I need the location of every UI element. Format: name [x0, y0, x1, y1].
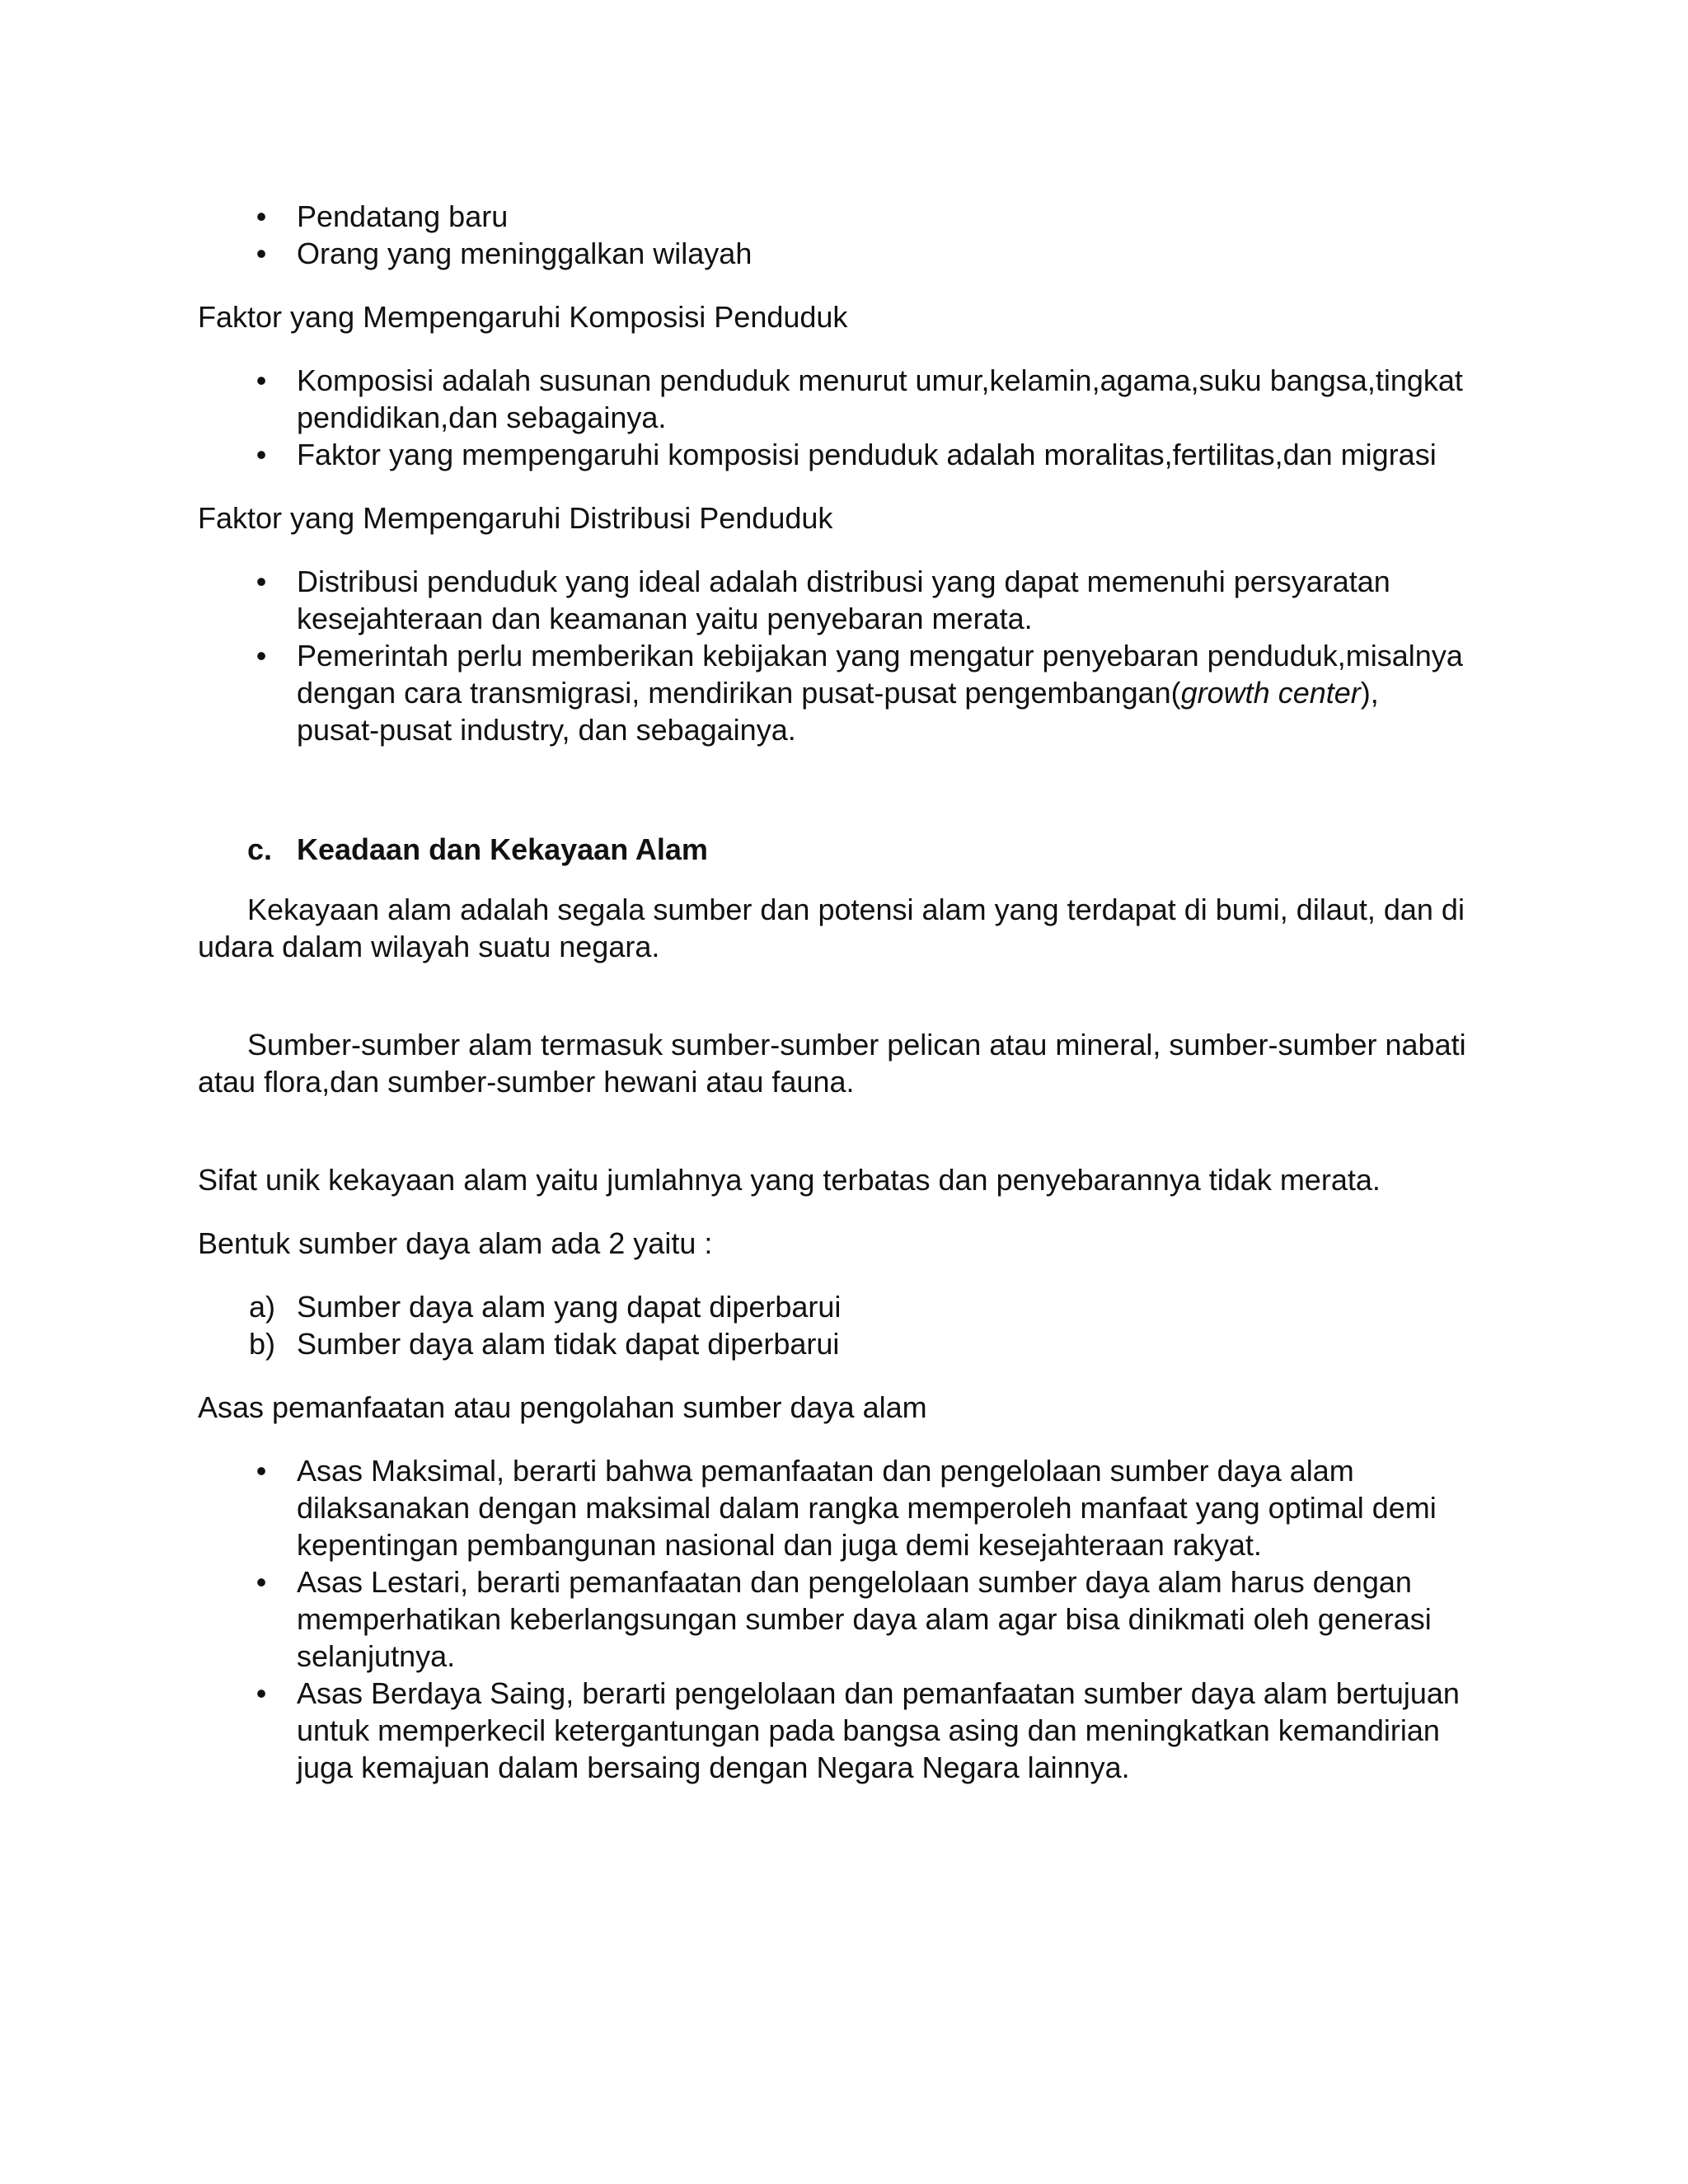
paragraph-unique-traits: Sifat unik kekayaan alam yaitu jumlahnya yang terbatas dan penyebarannya tidak merata. — [198, 1163, 1381, 1197]
list-item — [198, 198, 1467, 235]
bullet-icon: • — [256, 1454, 267, 1488]
list-item-text: Asas Berdaya Saing, berarti pengelolaan dan pemanfaatan sumber daya alam bertujuan untuk memperkecil ketergantungan pada bangsa asing dan meningkatkan kemandirian juga kemajuan dalam bersaing dengan Negara Negara lainnya. — [297, 1676, 1460, 1784]
list-marker: b) — [249, 1327, 276, 1361]
list-item-text: Asas Lestari, berarti pemanfaatan dan pengelolaan sumber daya alam harus dengan memperhatikan keberlangsungan sumber daya alam agar bisa dinikmati oleh generasi selanjutnya. — [297, 1565, 1432, 1673]
resource-forms-list — [198, 1288, 1467, 1362]
bullet-icon: • — [256, 639, 267, 673]
list-item — [198, 637, 1467, 748]
list-item — [198, 235, 1467, 272]
composition-heading: Faktor yang Mempengaruhi Komposisi Penduduk — [198, 300, 848, 334]
italic-term: growth center — [1180, 676, 1361, 710]
list-item — [198, 1452, 1467, 1563]
composition-bullet-list — [198, 362, 1467, 473]
distribution-heading: Faktor yang Mempengaruhi Distribusi Penduduk — [198, 501, 833, 535]
list-item-text-tail: ), pusat-pusat industry, dan sebagainya. — [297, 676, 1379, 747]
list-item — [198, 1288, 1467, 1325]
bullet-icon: • — [256, 1676, 267, 1710]
list-item-text: Sumber daya alam yang dapat diperbarui — [297, 1290, 842, 1324]
heading-text: Keadaan dan Kekayaan Alam — [297, 832, 708, 866]
list-item-text: Pemerintah perlu memberikan kebijakan yang mengatur penyebaran penduduk,misalnya dengan cara transmigrasi, mendirikan pusat-pusat pengembangan( — [297, 639, 1463, 710]
heading-marker: c. — [247, 832, 273, 866]
list-item — [198, 362, 1467, 436]
document-body — [198, 198, 1467, 1786]
list-item-text: Faktor yang mempengaruhi komposisi penduduk adalah moralitas,fertilitas,dan migrasi — [297, 438, 1437, 471]
natural-resources-heading — [198, 831, 1467, 868]
principles-bullet-list — [198, 1452, 1467, 1786]
bullet-icon: • — [256, 438, 267, 471]
list-item-text: Orang yang meninggalkan wilayah — [297, 237, 753, 270]
paragraph-resource-forms: Bentuk sumber daya alam ada 2 yaitu : — [198, 1226, 713, 1260]
bullet-icon: • — [256, 565, 267, 598]
list-item — [198, 1325, 1467, 1362]
bullet-icon: • — [256, 199, 267, 233]
list-marker: a) — [249, 1290, 276, 1324]
paragraph-natural-wealth: Kekayaan alam adalah segala sumber dan potensi alam yang terdapat di bumi, dilaut, dan di udara dalam wilayah suatu negara. — [198, 893, 1465, 963]
list-item — [198, 436, 1467, 473]
list-item-text: Komposisi adalah susunan penduduk menurut umur,kelamin,agama,suku bangsa,tingkat pendidikan,dan sebagainya. — [297, 363, 1463, 434]
list-item — [198, 1563, 1467, 1675]
list-item-text: Sumber daya alam tidak dapat diperbarui — [297, 1327, 840, 1361]
distribution-bullet-list — [198, 563, 1467, 748]
list-item — [198, 563, 1467, 637]
paragraph-resource-sources: Sumber-sumber alam termasuk sumber-sumber pelican atau mineral, sumber-sumber nabati atau flora,dan sumber-sumber hewani atau fauna. — [198, 1028, 1466, 1099]
list-item-text: Asas Maksimal, berarti bahwa pemanfaatan dan pengelolaan sumber daya alam dilaksanakan dengan maksimal dalam rangka memperoleh manfaat yang optimal demi kepentingan pembangunan nasional dan juga demi kesejahteraan rakyat. — [297, 1454, 1437, 1562]
migration-bullet-list — [198, 198, 1467, 272]
bullet-icon: • — [256, 237, 267, 270]
list-item-text: Distribusi penduduk yang ideal adalah distribusi yang dapat memenuhi persyaratan kesejahteraan dan keamanan yaitu penyebaran merata. — [297, 565, 1390, 635]
paragraph-principles: Asas pemanfaatan atau pengolahan sumber daya alam — [198, 1390, 927, 1424]
list-item-text: Pendatang baru — [297, 199, 509, 233]
list-item — [198, 1675, 1467, 1786]
bullet-icon: • — [256, 363, 267, 397]
bullet-icon: • — [256, 1565, 267, 1599]
